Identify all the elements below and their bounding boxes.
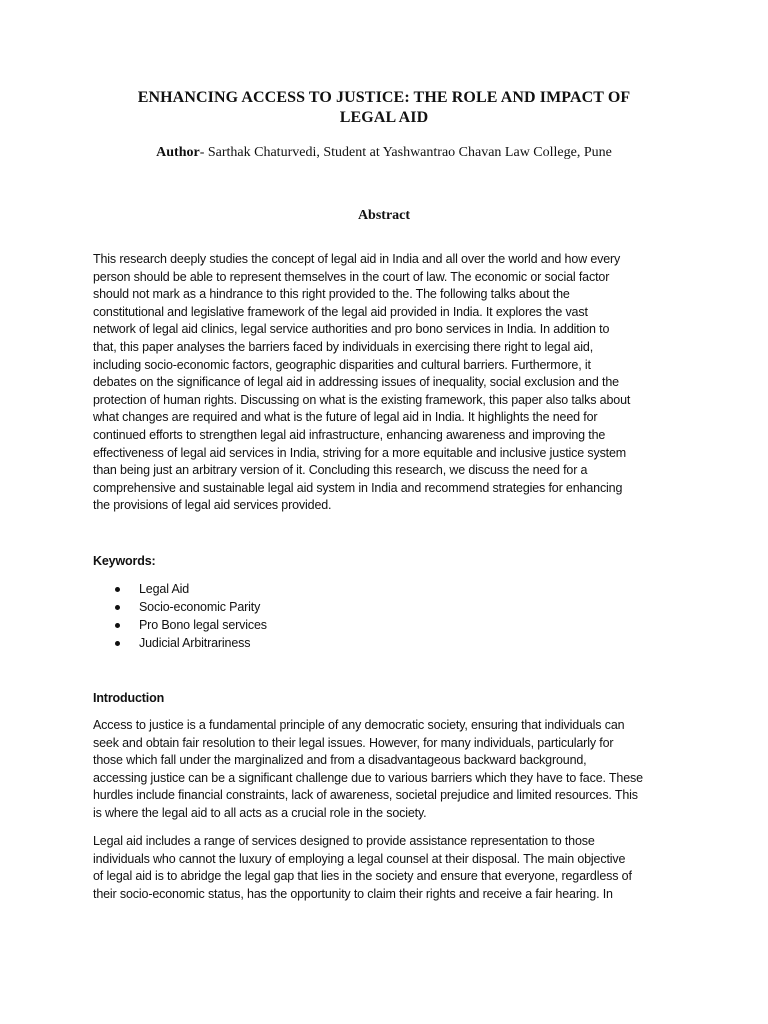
introduction-line: their socio-economic status, has the opportunity to claim their rights and receive a fair hearing. In: [93, 886, 613, 901]
introduction-line: those which fall under the marginalized and from a disadvantageous backward background,: [93, 753, 587, 768]
abstract-line: that, this paper analyses the barriers faced by individuals in exercising there right to legal aid,: [93, 339, 594, 354]
abstract-line: person should be able to represent themselves in the court of law. The economic or social factor: [93, 269, 610, 284]
paper-title-line: ENHANCING ACCESS TO JUSTICE: THE ROLE AND IMPACT OF: [137, 89, 631, 106]
bullet-icon: [115, 641, 120, 646]
abstract-line: continued efforts to strengthen legal aid infrastructure, enhancing awareness and improving the: [93, 427, 606, 442]
introduction-line: accessing justice can be a significant challenge due to various barriers which they have to face. These: [93, 770, 643, 785]
abstract-paragraph: [93, 251, 683, 515]
author-text: - Sarthak Chaturvedi, Student at Yashwantrao Chavan Law College, Pune: [199, 145, 612, 160]
bullet-icon: [115, 623, 120, 628]
introduction-line: Access to justice is a fundamental principle of any democratic society, ensuring that individuals can: [93, 718, 625, 732]
introduction-line: is where the legal aid to all acts as a crucial role in the society.: [93, 805, 427, 820]
paper-title: [93, 88, 675, 128]
abstract-line: network of legal aid clinics, legal service authorities and pro bono services in India. In addition to: [93, 322, 610, 337]
abstract-line: including socio-economic factors, geographic disparities and cultural barriers. Furthermore, it: [93, 357, 591, 372]
keyword-label: Pro Bono legal services: [139, 618, 267, 632]
introduction-paragraph: [93, 717, 683, 823]
paper-title-line: LEGAL AID: [339, 109, 429, 126]
abstract-heading: Abstract: [357, 208, 411, 223]
keyword-item: [93, 580, 493, 598]
introduction-line: of legal aid is to abridge the legal gap that lies in the society and ensure that everyone, regardless of: [93, 869, 632, 884]
bullet-icon: [115, 605, 120, 610]
abstract-line: what changes are required and what is the future of legal aid in India. It highlights the need for: [93, 410, 598, 425]
keyword-label: Socio-economic Parity: [139, 600, 261, 614]
keywords-heading: Keywords:: [93, 554, 156, 568]
introduction-line: individuals who cannot the luxury of employing a legal counsel at their disposal. The main objective: [93, 851, 626, 866]
introduction-line: hurdles include financial constraints, lack of awareness, societal prejudice and limited resources. This: [93, 788, 638, 803]
abstract-line: debates on the significance of legal aid in addressing issues of inequality, social exclusion and the: [93, 375, 619, 390]
abstract-line: effectiveness of legal aid services in India, striving for a more equitable and inclusive justice system: [93, 445, 627, 460]
abstract-line: protection of human rights. Discussing on what is the existing framework, this paper also talks about: [93, 392, 631, 407]
keywords-list: [93, 580, 493, 652]
keyword-label: Judicial Arbitrariness: [139, 636, 251, 650]
author-line: [93, 144, 675, 162]
keyword-item: [93, 634, 493, 652]
introduction-heading: Introduction: [93, 691, 165, 705]
keyword-label: Legal Aid: [139, 582, 190, 596]
introduction-line: Legal aid includes a range of services designed to provide assistance representation to those: [93, 834, 595, 848]
abstract-line: than being just an arbitrary version of it. Concluding this research, we discuss the need for a: [93, 463, 588, 478]
abstract-line: constitutional and legislative framework of the legal aid provided in India. It explores the vast: [93, 304, 588, 319]
keyword-item: [93, 616, 493, 634]
introduction-line: seek and obtain fair resolution to their legal issues. However, for many individuals, particularly for: [93, 735, 614, 750]
abstract-line: the provisions of legal aid services provided.: [93, 498, 332, 513]
introduction-paragraph: [93, 833, 683, 903]
abstract-line: should not mark as a hindrance to this right provided to the. The following talks about the: [93, 287, 570, 302]
author-label: Author: [156, 145, 200, 160]
abstract-line: comprehensive and sustainable legal aid system in India and recommend strategies for enhancing: [93, 480, 623, 495]
abstract-line: This research deeply studies the concept of legal aid in India and all over the world and how every: [93, 252, 621, 266]
bullet-icon: [115, 587, 120, 592]
keyword-item: [93, 598, 493, 616]
